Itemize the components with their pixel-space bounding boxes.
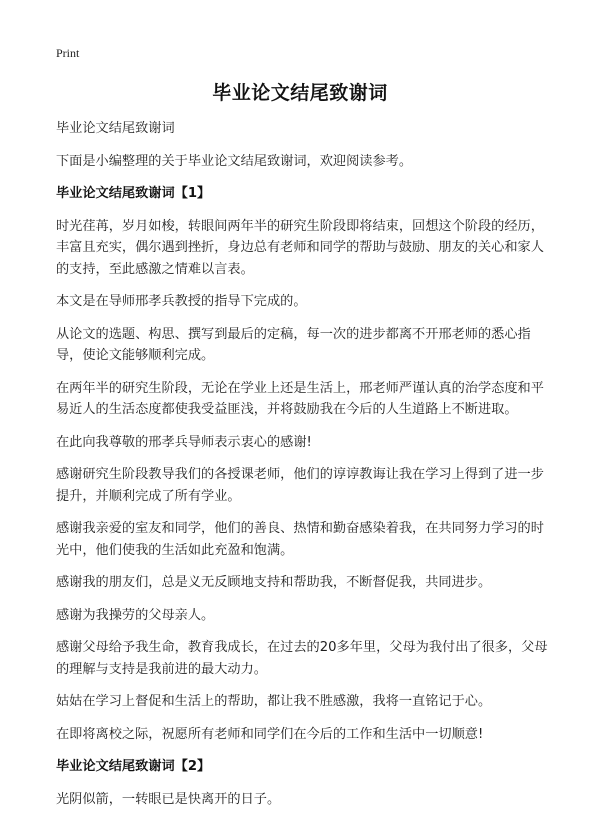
body-paragraph: 时光荏苒，岁月如梭，转眼间两年半的研究生阶段即将结束，回想这个阶段的经历，丰富且充实，偶尔遇到挫折，身边总有老师和同学的帮助与鼓励、朋友的关心和家人的支持，至此感激之情难以言表。 xyxy=(56,218,544,277)
body-paragraph: 感谢我亲爱的室友和同学，他们的善良、热情和勤奋感染着我，在共同努力学习的时光中，他们使我的生活如此充盈和饱满。 xyxy=(56,521,544,558)
body-paragraph: 在此向我尊敬的邢孝兵导师表示衷心的感谢! xyxy=(56,434,312,450)
section-heading-2: 毕业论文结尾致谢词【2】 xyxy=(56,759,211,774)
body-paragraph: 姑姑在学习上督促和生活上的帮助，都让我不胜感激，我将一直铭记于心。 xyxy=(56,694,492,709)
section-heading-1: 毕业论文结尾致谢词【1】 xyxy=(56,186,211,201)
body-paragraph: 感谢父母给予我生命，教育我成长，在过去的20多年里，父母为我付出了很多，父母的理解与支持是我前进的最大动力。 xyxy=(56,640,548,677)
page-title: 毕业论文结尾致谢词 xyxy=(212,82,388,104)
body-paragraph: 在两年半的研究生阶段，无论在学业上还是生活上，邢老师严谨认真的治学态度和平易近人的生活态度都使我受益匪浅，并将鼓励我在今后的人生道路上不断进取。 xyxy=(56,380,544,417)
body-paragraph: 本文是在导师邢孝兵教授的指导下完成的。 xyxy=(56,294,307,309)
body-paragraph: 从论文的选题、构思、撰写到最后的定稿，每一次的进步都离不开邢老师的悉心指导，使论文能够顺利完成。 xyxy=(56,326,531,363)
body-paragraph: 光阴似箭，一转眼已是快离开的日子。 xyxy=(56,791,281,807)
body-paragraph: 感谢我的朋友们，总是义无反顾地支持和帮助我，不断督促我，共同进步。 xyxy=(56,575,492,590)
body-paragraph: 感谢为我操劳的父母亲人。 xyxy=(56,607,215,623)
body-paragraph: 在即将离校之际，祝愿所有老师和同学们在今后的工作和生活中一切顺意! xyxy=(56,726,484,742)
lead-paragraph: 下面是小编整理的关于毕业论文结尾致谢词，欢迎阅读参考。 xyxy=(56,153,413,169)
document-body xyxy=(56,118,552,821)
body-paragraph: 感谢研究生阶段教导我们的各授课老师，他们的谆谆教诲让我在学习上得到了进一步提升，并顺利完成了所有学业。 xyxy=(56,467,544,504)
print-label: Print xyxy=(56,46,80,60)
subtitle-paragraph: 毕业论文结尾致谢词 xyxy=(56,121,175,136)
